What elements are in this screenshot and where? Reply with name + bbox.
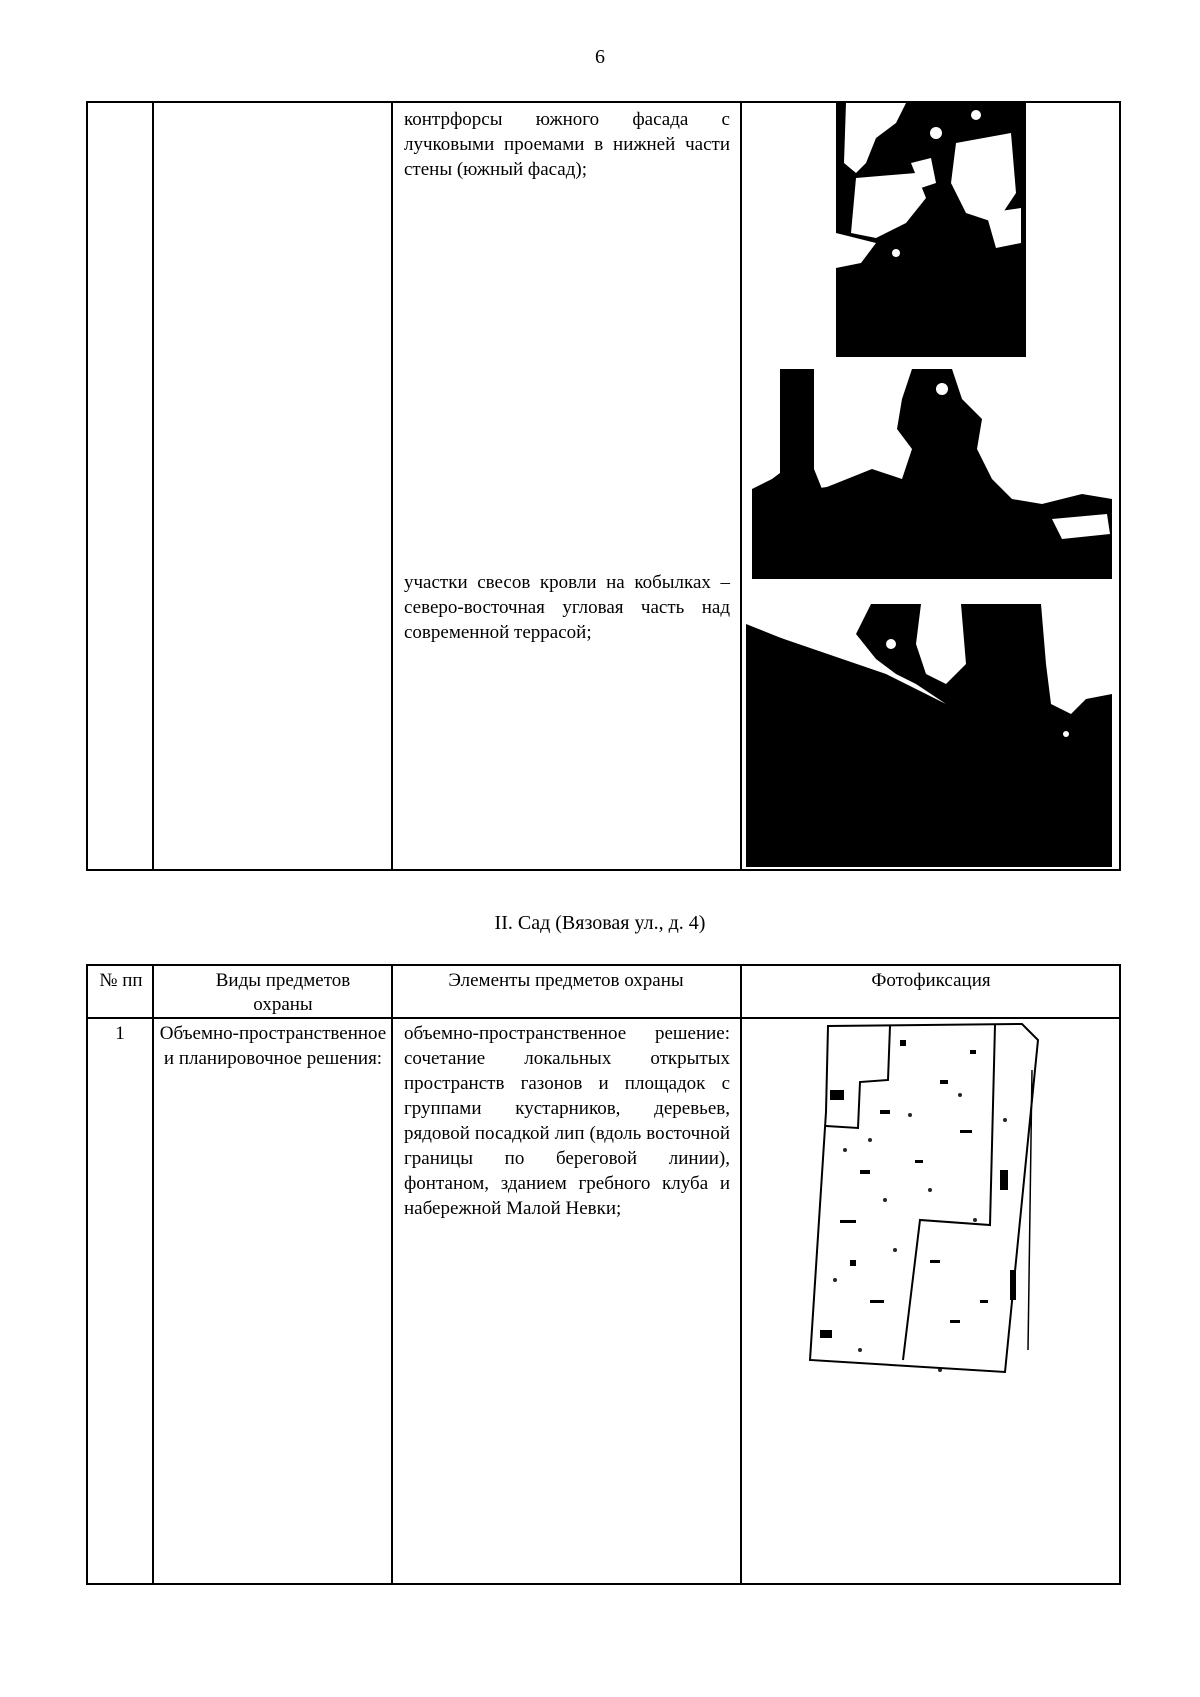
header-divider	[88, 1017, 1119, 1019]
header-num: № пп	[99, 970, 143, 991]
site-plan-image	[800, 1020, 1050, 1382]
column-divider	[152, 103, 154, 869]
protection-table	[86, 964, 1121, 1585]
column-divider	[740, 966, 742, 1583]
element-text-buttresses: контрфорсы южного фасада с лучковыми проемами в нижней части стены (южный фасад);	[404, 109, 730, 180]
photo-roof-eaves	[746, 604, 1112, 867]
page-number: 6	[595, 46, 605, 68]
continuation-table	[86, 101, 1121, 871]
column-divider	[391, 103, 393, 869]
row-elements: объемно-пространственное решение: сочетание локальных открытых пространств газонов и площадок с группами кустарников, деревьев, рядовой посадкой лип (вдоль восточной границы по береговой линии), фонтаном, зданием гребного клуба и набережной Малой Невки;	[404, 1023, 730, 1219]
column-divider	[152, 966, 154, 1583]
row-type: Объемно-пространственное и планировочное решения:	[159, 1023, 387, 1069]
header-types: Виды предметов охраны	[215, 970, 351, 1015]
column-divider	[391, 966, 393, 1583]
photo-roof-tower	[752, 369, 1112, 579]
header-photo: Фотофиксация	[871, 970, 991, 991]
photo-south-facade	[836, 103, 1026, 357]
section-title: II. Сад (Вязовая ул., д. 4)	[494, 912, 706, 934]
element-text-roof-eaves: участки свесов кровли на кобылках – северо-восточная угловая часть над современной террасой;	[404, 572, 730, 643]
column-divider	[740, 103, 742, 869]
row-num: 1	[115, 1023, 125, 1044]
header-elements: Элементы предметов охраны	[448, 970, 684, 991]
